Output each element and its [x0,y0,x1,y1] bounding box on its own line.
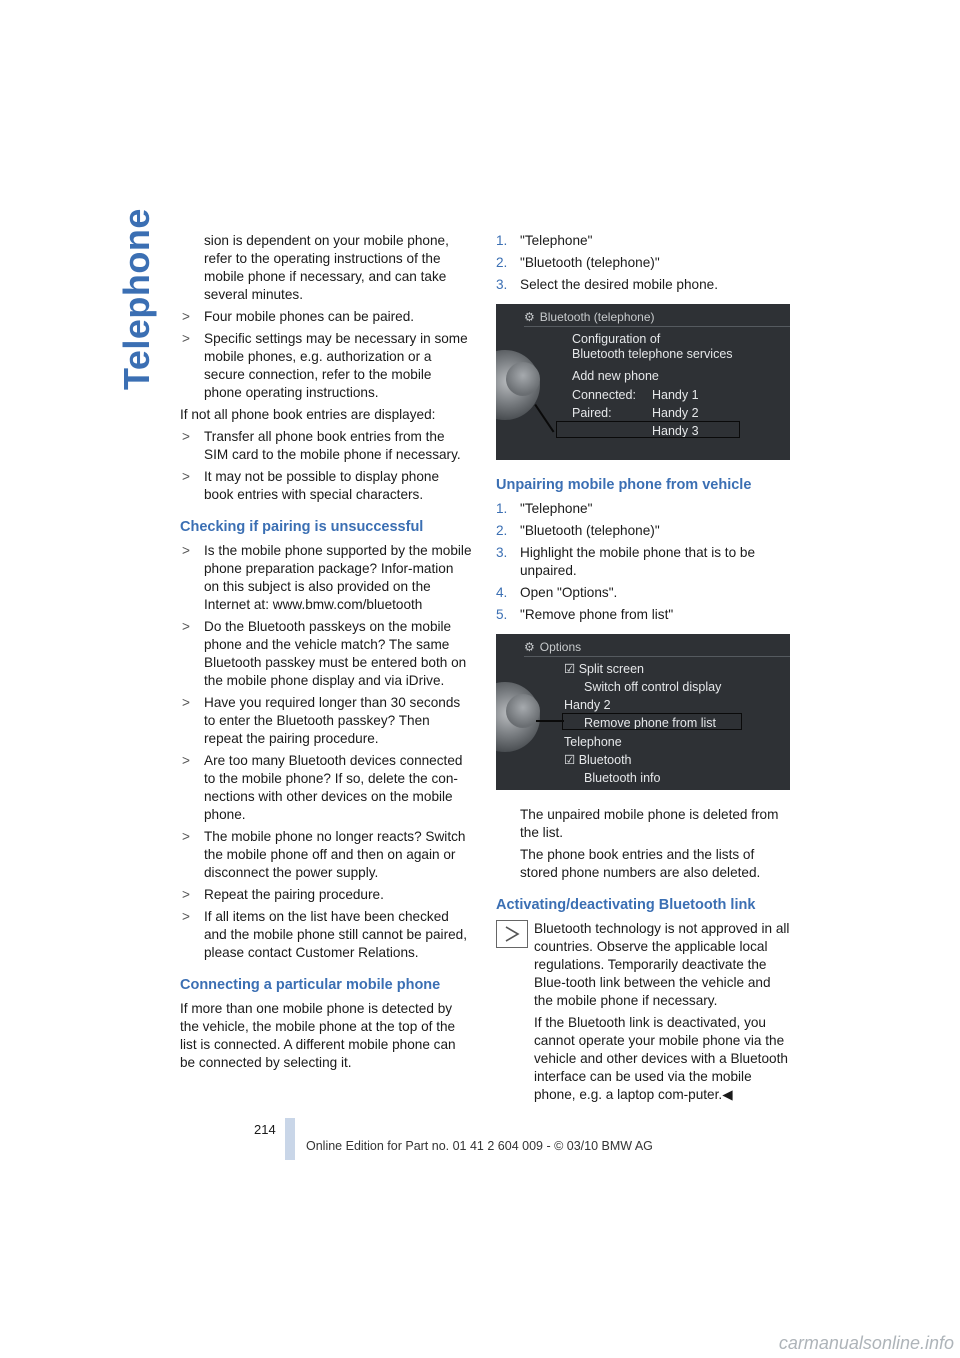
step-item: 3. Highlight the mobile phone that is to be unpaired. [496,545,756,578]
controller-center-icon [506,694,540,728]
step-item: 1. "Telephone" [496,233,593,248]
controller-center-icon [506,362,540,396]
step-item: 2. "Bluetooth (telephone)" [496,255,660,270]
bullet-item: > Is the mobile phone supported by the mobile phone preparation package? Infor-mation on this subject is also provided on the Internet at: www.bmw.com/bluetooth [182,543,472,612]
heading-connecting-phone: Connecting a particular mobile phone [180,977,441,993]
footer-bar [285,1118,295,1160]
bullet-item: > Do the Bluetooth passkeys on the mobile phone and the vehicle match? The same Bluetooth passkey must be entered both on the mobile phone display and via iDrive. [182,619,467,688]
menu-item-remove-phone: Remove phone from list [584,716,717,730]
activating-text-1: Bluetooth technology is not approved in all countries. Observe the applicable local regulations. Temporarily deactivate the Blue-tooth link between the vehicle and the mobile phone if necessary. [534,921,790,1008]
activating-text-2: If the Bluetooth link is deactivated, you cannot operate your mobile phone via the vehicle and other devices with a Bluetooth interface can be used via the mobile phone, e.g. a laptop com-puter.◀ [534,1015,788,1102]
connecting-text: If more than one mobile phone is detected by the vehicle, the mobile phone at the top of the list is connected. A different mobile phone can be connected by selecting it. [180,1001,456,1070]
pointer-line [536,720,564,722]
heading-activating-bluetooth: Activating/deactivating Bluetooth link [496,897,756,913]
bullet-item: > Transfer all phone book entries from the SIM card to the mobile phone if necessary. [182,429,461,462]
right-column [496,232,790,1108]
page-number: 214 [254,1122,276,1137]
left-column [180,232,472,1076]
menu-item-paired: Paired: Handy 2 [572,406,699,420]
bullet-item: > Repeat the pairing procedure. [182,887,384,902]
checkbox-icon: ☑ [564,662,579,676]
menu-item-config-cont: Bluetooth telephone services [572,347,733,361]
unpaired-note-2: The phone book entries and the lists of stored phone numbers are also deleted. [520,847,761,880]
gear-icon: ⚙ [524,310,535,324]
screen-header: ⚙ Bluetooth (telephone) [524,310,655,324]
step-item: 3. Select the desired mobile phone. [496,277,718,292]
menu-item-switch-off: Switch off control display [584,680,722,694]
bullet-item: > Have you required longer than 30 seconds to enter the Bluetooth passkey? Then repeat the pairing procedure. [182,695,461,746]
menu-item-add-phone: Add new phone [572,369,659,383]
note-arrow-icon [496,920,528,948]
menu-item-handy: Handy 2 [564,698,611,712]
menu-item-bluetooth: ☑ Bluetooth [564,753,632,767]
watermark: carmanualsonline.info [778,1333,954,1353]
menu-item-bluetooth-info: Bluetooth info [584,771,661,785]
menu-item-telephone: Telephone [564,735,622,749]
intro-continuation: sion is dependent on your mobile phone, refer to the operating instructions of the mobile phone if necessary, and can take several minutes. [204,233,449,302]
step-item: 1. "Telephone" [496,501,593,516]
bullet-item: > Are too many Bluetooth devices connected to the mobile phone? If so, delete the con-nections with other devices on the mobile phone. [182,753,463,822]
idrive-screen-options [496,634,790,790]
step-item: 4. Open "Options". [496,585,618,600]
bullet-item: > If all items on the list have been checked and the mobile phone still cannot be paired, please contact Customer Relations. [182,909,467,960]
warning-note [496,920,790,1104]
bullet-item: > The mobile phone no longer reacts? Switch the mobile phone off and then on again or disconnect the power supply. [182,829,466,880]
selection-highlight [556,421,740,438]
phonebook-intro: If not all phone book entries are displayed: [180,407,436,422]
menu-item-config: Configuration of [572,332,661,346]
side-title-text: Telephone [116,208,157,390]
screen-header: ⚙ Options [524,640,582,654]
gear-icon: ⚙ [524,640,535,654]
bullet-item: > Specific settings may be necessary in some mobile phones, e.g. authorization or a secure connection, refer to the mobile phone operating instructions. [182,331,468,400]
heading-checking-pairing: Checking if pairing is unsuccessful [180,519,424,535]
idrive-screen-bluetooth [496,304,790,460]
step-item: 5. "Remove phone from list" [496,607,674,622]
bullet-item: > It may not be possible to display phone book entries with special characters. [182,469,440,502]
pointer-line [535,404,555,432]
bullet-item: > Four mobile phones can be paired. [182,309,415,324]
header-divider [524,656,790,657]
side-section-title [112,208,157,390]
end-mark-icon: ◀ [722,1087,733,1102]
menu-item-connected: Connected: Handy 1 [572,388,699,402]
selection-highlight [562,713,742,730]
menu-item-handy3: Handy 3 [652,424,699,438]
header-divider [524,326,790,327]
step-item: 2. "Bluetooth (telephone)" [496,523,660,538]
footer-text: Online Edition for Part no. 01 41 2 604 009 - © 03/10 BMW AG [306,1139,653,1153]
heading-unpairing: Unpairing mobile phone from vehicle [496,477,752,493]
unpaired-note-1: The unpaired mobile phone is deleted from the list. [520,807,779,840]
checkbox-icon: ☑ [564,753,579,767]
menu-item-split-screen: ☑ Split screen [564,662,644,676]
